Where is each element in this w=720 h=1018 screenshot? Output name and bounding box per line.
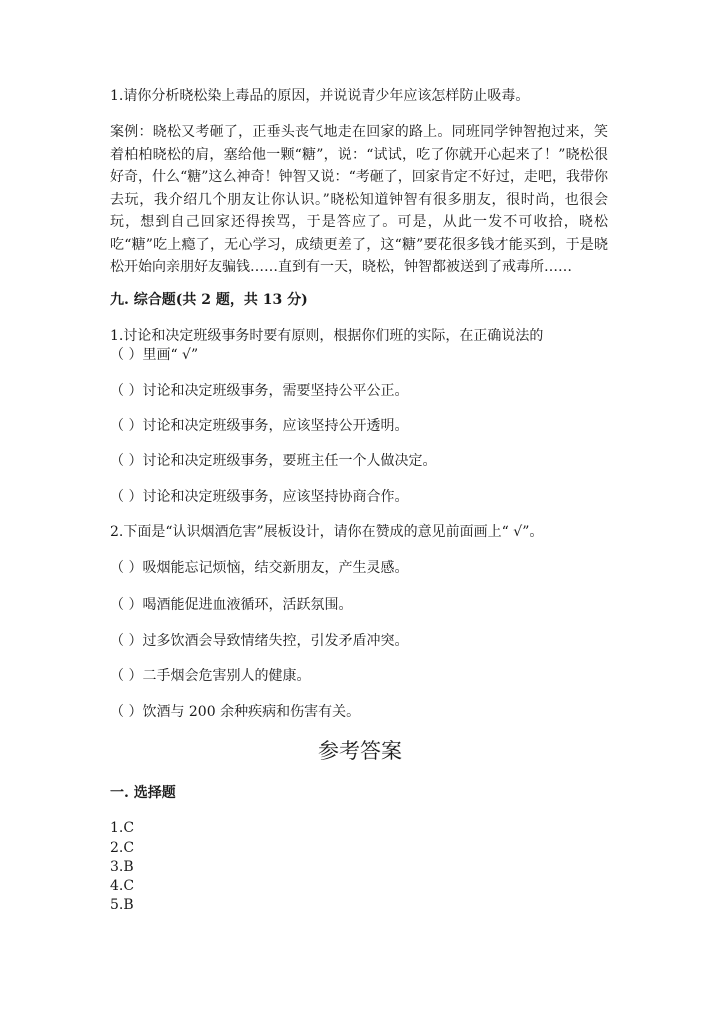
q1-prompt-line1: 1.讨论和决定班级事务时要有原则，根据你们班的实际，在正确说法的 [110, 328, 544, 344]
q1-option: （ ）讨论和决定班级事务，需要坚持公平公正。 [110, 383, 409, 399]
q1-option: （ ）讨论和决定班级事务，要班主任一个人做决定。 [110, 453, 437, 469]
answer-item: 5.B [110, 897, 134, 913]
answers-title: 参考答案 [318, 739, 402, 763]
answer-item: 1.C [110, 820, 135, 836]
q2-option: （ ）过多饮酒会导致情绪失控，引发矛盾冲突。 [110, 633, 409, 649]
answers-section-1-heading: 一. 选择题 [110, 785, 176, 801]
q1-option: （ ）讨论和决定班级事务，应该坚持公开透明。 [110, 418, 409, 434]
case-study-text: 案例：晓松又考砸了，正垂头丧气地走在回家的路上。同班同学钟智抱过来，笑着柏柏晓松的肩，塞给他一颗“糖”，说：“试试，吃了你就开心起来了！”晓松很好奇，什么“糖”这么神奇！钟智又说：“考砸了，回家肯定不好过，走吧，我带你去玩，我介绍几个朋友让你认识。”晓松知道钟智有很多朋友，很时尚，也很会玩，想到自己回家还得挨骂，于是答应了。可是，从此一发不可收拾，晓松吃“糖”吃上瘾了，无心学习，成绩更差了，这“糖”要花很多钱才能买到，于是晓松开始向亲朋好友骗钱……直到有一天，晓松，钟智都被送到了戒毒所…… [110, 124, 608, 275]
q1-prompt-line2: （ ）里画“ √” [110, 347, 199, 363]
answer-item: 2.C [110, 840, 135, 856]
q2-option: （ ）二手烟会危害别人的健康。 [110, 668, 311, 684]
q2-option: （ ）喝酒能促进血液循环，活跃氛围。 [110, 597, 353, 613]
answer-item: 4.C [110, 878, 135, 894]
q1-option: （ ）讨论和决定班级事务，应该坚持协商合作。 [110, 489, 409, 505]
q2-option: （ ）吸烟能忘记烦恼，结交新朋友，产生灵感。 [110, 560, 409, 576]
q2-option: （ ）饮酒与 200 余种疾病和伤害有关。 [110, 704, 361, 720]
q2-prompt: 2.下面是“认识烟酒危害”展板设计，请你在赞成的意见前面画上“ √”。 [110, 524, 544, 540]
analysis-question-prompt: 1.请你分析晓松染上毒品的原因，并说说青少年应该怎样防止吸毒。 [110, 88, 530, 104]
answer-item: 3.B [110, 859, 134, 875]
section-9-heading: 九. 综合题(共 2 题，共 13 分) [110, 292, 308, 308]
